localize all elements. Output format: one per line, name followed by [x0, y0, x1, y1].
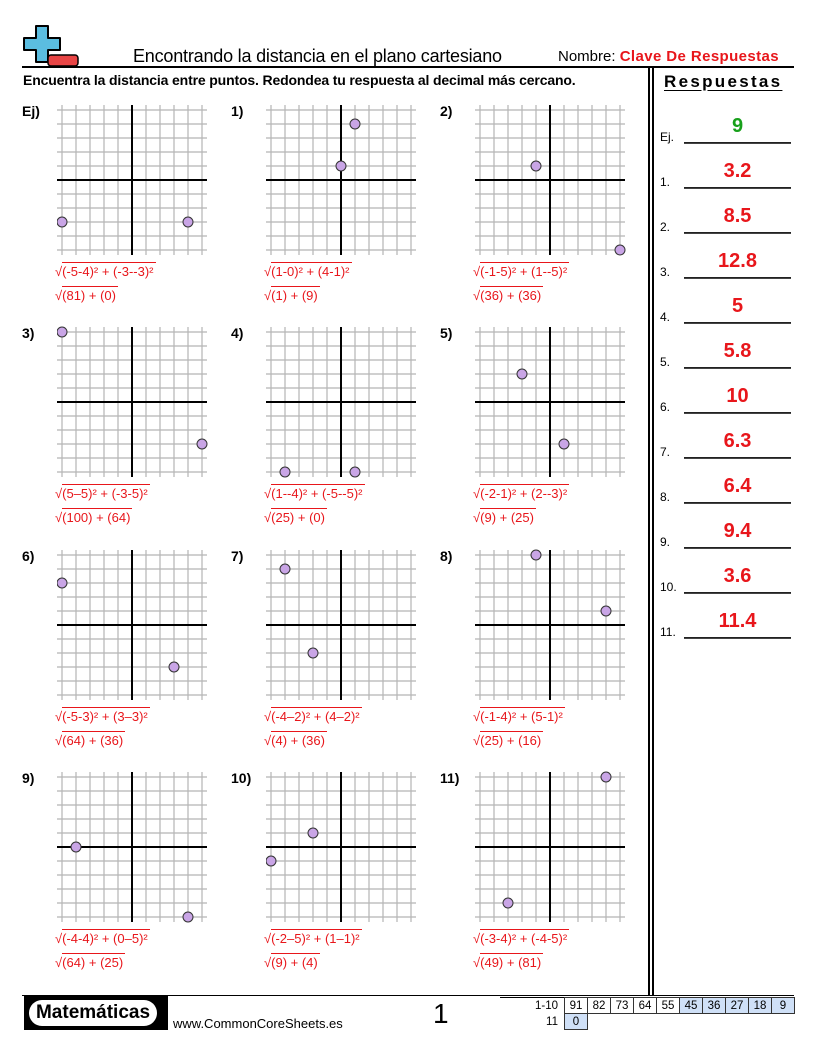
problem-label: Ej) [22, 103, 40, 119]
plotted-point [197, 439, 207, 449]
squared-sum: √(4) + (36) [264, 733, 325, 748]
problem-7 [231, 548, 441, 770]
sqrt-icon: √ [55, 510, 63, 525]
sqrt-icon: √ [473, 955, 481, 970]
coordinate-grid [57, 325, 212, 480]
coordinate-grid [266, 325, 421, 480]
answer-value: 12.8 [718, 250, 757, 272]
coordinate-grid [57, 548, 212, 703]
sqrt-icon: √ [264, 264, 272, 279]
answer-row [660, 556, 795, 596]
sqrt-icon: √ [473, 709, 481, 724]
sqrt-icon: √ [264, 955, 272, 970]
answer-number: 5. [660, 355, 671, 369]
distance-formula: √(1--4)² + (-5--5)² [264, 486, 363, 501]
coordinate-grid [266, 548, 421, 703]
coordinate-grid [475, 770, 630, 925]
distance-formula: √(-1-4)² + (5-1)² [473, 709, 563, 724]
problem-label: 1) [231, 103, 244, 119]
squared-sum: √(9) + (4) [264, 955, 318, 970]
score-cell: 73 [611, 998, 634, 1014]
problem-label: 2) [440, 103, 453, 119]
site-url: www.CommonCoreSheets.es [173, 1016, 343, 1031]
plotted-point [601, 606, 611, 616]
score-cell: 82 [588, 998, 611, 1014]
plotted-point [559, 439, 569, 449]
plotted-point [280, 467, 290, 477]
plotted-point [517, 369, 527, 379]
score-cell: 36 [703, 998, 726, 1014]
plotted-point [615, 245, 625, 255]
plotted-point [169, 662, 179, 672]
answer-row [660, 241, 795, 281]
answer-line [684, 277, 791, 279]
answer-line [684, 187, 791, 189]
answer-row [660, 511, 795, 551]
answer-value: 6.3 [723, 430, 752, 452]
instructions: Encuentra la distancia entre puntos. Redondea tu respuesta al decimal más cercano. [23, 72, 576, 88]
sqrt-icon: √ [473, 288, 481, 303]
problem-label: 7) [231, 548, 244, 564]
answer-number: 4. [660, 310, 671, 324]
sqrt-icon: √ [55, 264, 63, 279]
score-cell: 55 [657, 998, 680, 1014]
sqrt-icon: √ [264, 733, 272, 748]
brand-label: Matemáticas [29, 1000, 157, 1026]
plotted-point [266, 856, 276, 866]
score-cell: 9 [772, 998, 795, 1014]
sqrt-icon: √ [55, 955, 63, 970]
coordinate-grid [57, 770, 212, 925]
answer-line [684, 367, 791, 369]
answer-line [684, 457, 791, 459]
answer-row [660, 151, 795, 191]
problem-1 [231, 103, 441, 325]
problem-2 [440, 103, 650, 325]
problem-label: 11) [440, 770, 460, 786]
answer-value: 8.5 [723, 205, 752, 227]
distance-formula: √(-1-5)² + (1--5)² [473, 264, 568, 279]
answer-line [684, 592, 791, 594]
answer-row [660, 196, 795, 236]
sqrt-icon: √ [264, 709, 272, 724]
sqrt-icon: √ [264, 510, 272, 525]
problem-label: 6) [22, 548, 35, 564]
name-label: Nombre: [558, 48, 616, 65]
plus-minus-logo-icon [22, 24, 80, 68]
score-row [528, 1014, 795, 1030]
sqrt-icon: √ [473, 931, 481, 946]
answer-row [660, 601, 795, 641]
distance-formula: √(5–5)² + (-3-5)² [55, 486, 148, 501]
sqrt-icon: √ [55, 733, 63, 748]
problem-3 [22, 325, 232, 547]
problem-10 [231, 770, 441, 992]
sqrt-icon: √ [473, 486, 481, 501]
score-cell: 91 [565, 998, 588, 1014]
problem-9 [22, 770, 232, 992]
name-field [558, 48, 779, 65]
plotted-point [57, 578, 67, 588]
answer-number: 3. [660, 265, 671, 279]
answer-value: 9 [731, 115, 744, 137]
answer-row [660, 286, 795, 326]
problem-example [22, 103, 232, 325]
sqrt-icon: √ [264, 288, 272, 303]
answer-row [660, 466, 795, 506]
problem-label: 8) [440, 548, 453, 564]
score-cell: 64 [634, 998, 657, 1014]
answer-value: 6.4 [723, 475, 752, 497]
score-row-label: 11 [546, 1015, 558, 1028]
answer-number: 9. [660, 535, 671, 549]
sqrt-icon: √ [473, 733, 481, 748]
sqrt-icon: √ [55, 709, 63, 724]
plotted-point [350, 119, 360, 129]
problem-11 [440, 770, 650, 992]
distance-formula: √(-3-4)² + (-4-5)² [473, 931, 568, 946]
distance-formula: √(-5-4)² + (-3--3)² [55, 264, 154, 279]
answer-number: 6. [660, 400, 671, 414]
distance-formula: √(-4–2)² + (4–2)² [264, 709, 360, 724]
plotted-point [183, 912, 193, 922]
problem-6 [22, 548, 232, 770]
distance-formula: √(-5-3)² + (3–3)² [55, 709, 148, 724]
answer-line [684, 637, 791, 639]
answer-value: 5 [731, 295, 744, 317]
score-table [528, 997, 795, 1030]
answer-line [684, 547, 791, 549]
coordinate-grid [475, 103, 630, 258]
score-cell: 27 [726, 998, 749, 1014]
distance-formula: √(-2–5)² + (1–1)² [264, 931, 360, 946]
answer-number: 1. [660, 175, 671, 189]
squared-sum: √(25) + (16) [473, 733, 542, 748]
answer-number: 8. [660, 490, 671, 504]
squared-sum: √(100) + (64) [55, 510, 131, 525]
problem-4 [231, 325, 441, 547]
plotted-point [336, 161, 346, 171]
plotted-point [280, 564, 290, 574]
coordinate-grid [475, 325, 630, 480]
name-value: Clave De Respuestas [619, 48, 780, 65]
problem-label: 4) [231, 325, 244, 341]
answer-line [684, 322, 791, 324]
answer-value: 10 [726, 385, 749, 407]
answer-value: 9.4 [723, 520, 752, 542]
coordinate-grid [475, 548, 630, 703]
squared-sum: √(81) + (0) [55, 288, 116, 303]
coordinate-grid [266, 103, 421, 258]
problem-label: 5) [440, 325, 453, 341]
answer-number: 2. [660, 220, 671, 234]
sqrt-icon: √ [473, 264, 481, 279]
answer-value: 3.2 [723, 160, 752, 182]
answer-row [660, 106, 795, 146]
answers-heading: Respuestas [664, 72, 783, 91]
worksheet-title: Encontrando la distancia en el plano cartesiano [133, 46, 502, 66]
answer-value: 5.8 [723, 340, 752, 362]
distance-formula: √(1-0)² + (4-1)² [264, 264, 350, 279]
coordinate-grid [57, 103, 212, 258]
plotted-point [503, 898, 513, 908]
score-row [528, 998, 795, 1014]
score-cell: 18 [749, 998, 772, 1014]
sqrt-icon: √ [55, 288, 63, 303]
sqrt-icon: √ [473, 510, 481, 525]
squared-sum: √(64) + (25) [55, 955, 124, 970]
answer-value: 3.6 [723, 565, 752, 587]
plotted-point [601, 772, 611, 782]
page-number: 1 [433, 998, 449, 1029]
answer-row [660, 376, 795, 416]
answer-line [684, 142, 791, 144]
coordinate-grid [266, 770, 421, 925]
sqrt-icon: √ [55, 931, 63, 946]
sqrt-icon: √ [264, 486, 272, 501]
answer-line [684, 412, 791, 414]
sqrt-icon: √ [55, 486, 63, 501]
plotted-point [308, 828, 318, 838]
sqrt-icon: √ [264, 931, 272, 946]
squared-sum: √(36) + (36) [473, 288, 542, 303]
column-divider [652, 66, 654, 996]
plotted-point [531, 550, 541, 560]
answer-row [660, 331, 795, 371]
problem-5 [440, 325, 650, 547]
squared-sum: √(1) + (9) [264, 288, 318, 303]
plotted-point [183, 217, 193, 227]
squared-sum: √(25) + (0) [264, 510, 325, 525]
problem-8 [440, 548, 650, 770]
squared-sum: √(64) + (36) [55, 733, 124, 748]
problem-label: 9) [22, 770, 35, 786]
answer-row [660, 421, 795, 461]
plotted-point [531, 161, 541, 171]
score-cell: 0 [565, 1014, 588, 1030]
distance-formula: √(-2-1)² + (2--3)² [473, 486, 568, 501]
answer-number: 7. [660, 445, 671, 459]
answer-number: 10. [660, 580, 677, 594]
plotted-point [71, 842, 81, 852]
problem-label: 3) [22, 325, 35, 341]
answer-value: 11.4 [718, 610, 757, 632]
answer-number: 11. [660, 625, 676, 639]
distance-formula: √(-4-4)² + (0–5)² [55, 931, 148, 946]
plotted-point [350, 467, 360, 477]
header-divider [22, 66, 794, 68]
score-cell: 45 [680, 998, 703, 1014]
squared-sum: √(49) + (81) [473, 955, 542, 970]
answer-line [684, 232, 791, 234]
squared-sum: √(9) + (25) [473, 510, 534, 525]
plotted-point [57, 217, 67, 227]
score-row-label: 1-10 [534, 999, 558, 1012]
problem-label: 10) [231, 770, 252, 786]
plotted-point [308, 648, 318, 658]
answer-line [684, 502, 791, 504]
plotted-point [57, 327, 67, 337]
answer-number: Ej. [660, 130, 675, 144]
